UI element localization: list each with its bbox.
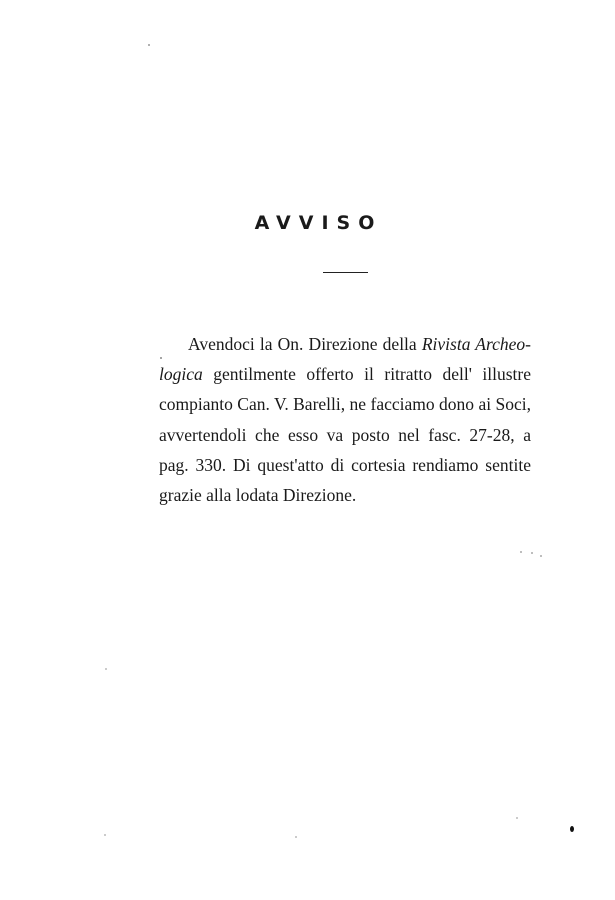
page-title: AVVISO: [254, 212, 383, 234]
scan-speck: [295, 836, 297, 838]
title-divider: [323, 272, 368, 273]
paragraph-line-1: [159, 329, 531, 359]
scan-speck: [148, 44, 150, 46]
paragraph-line-2: [159, 359, 531, 389]
paragraph-line-4: avvertendoli che esso va posto nel fasc. 27-28, a: [159, 424, 531, 445]
scan-speck: [516, 817, 518, 819]
journal-title-part-2: logica: [159, 364, 203, 385]
paragraph-line-5: pag. 330. Di quest'atto di cortesia rendiamo sentite: [159, 454, 531, 475]
notice-paragraph: [159, 329, 531, 510]
scan-speck: [160, 357, 162, 359]
scan-speck: [105, 668, 107, 670]
scan-speck: [540, 555, 542, 557]
journal-title-part-1: Rivista Archeo-: [421, 334, 531, 354]
ink-blot: [570, 826, 574, 832]
line-2-text: gentilmente offerto il ritratto dell' illustre: [202, 364, 531, 385]
scan-speck: [104, 834, 106, 836]
paragraph-line-6: grazie alla lodata Direzione.: [159, 485, 357, 506]
paragraph-line-3: compianto Can. V. Barelli, ne facciamo dono ai Soci,: [159, 394, 531, 415]
scan-speck: [520, 551, 522, 553]
line-1-text: Avendoci la On. Direzione della: [188, 334, 422, 354]
scan-speck: [531, 552, 533, 554]
